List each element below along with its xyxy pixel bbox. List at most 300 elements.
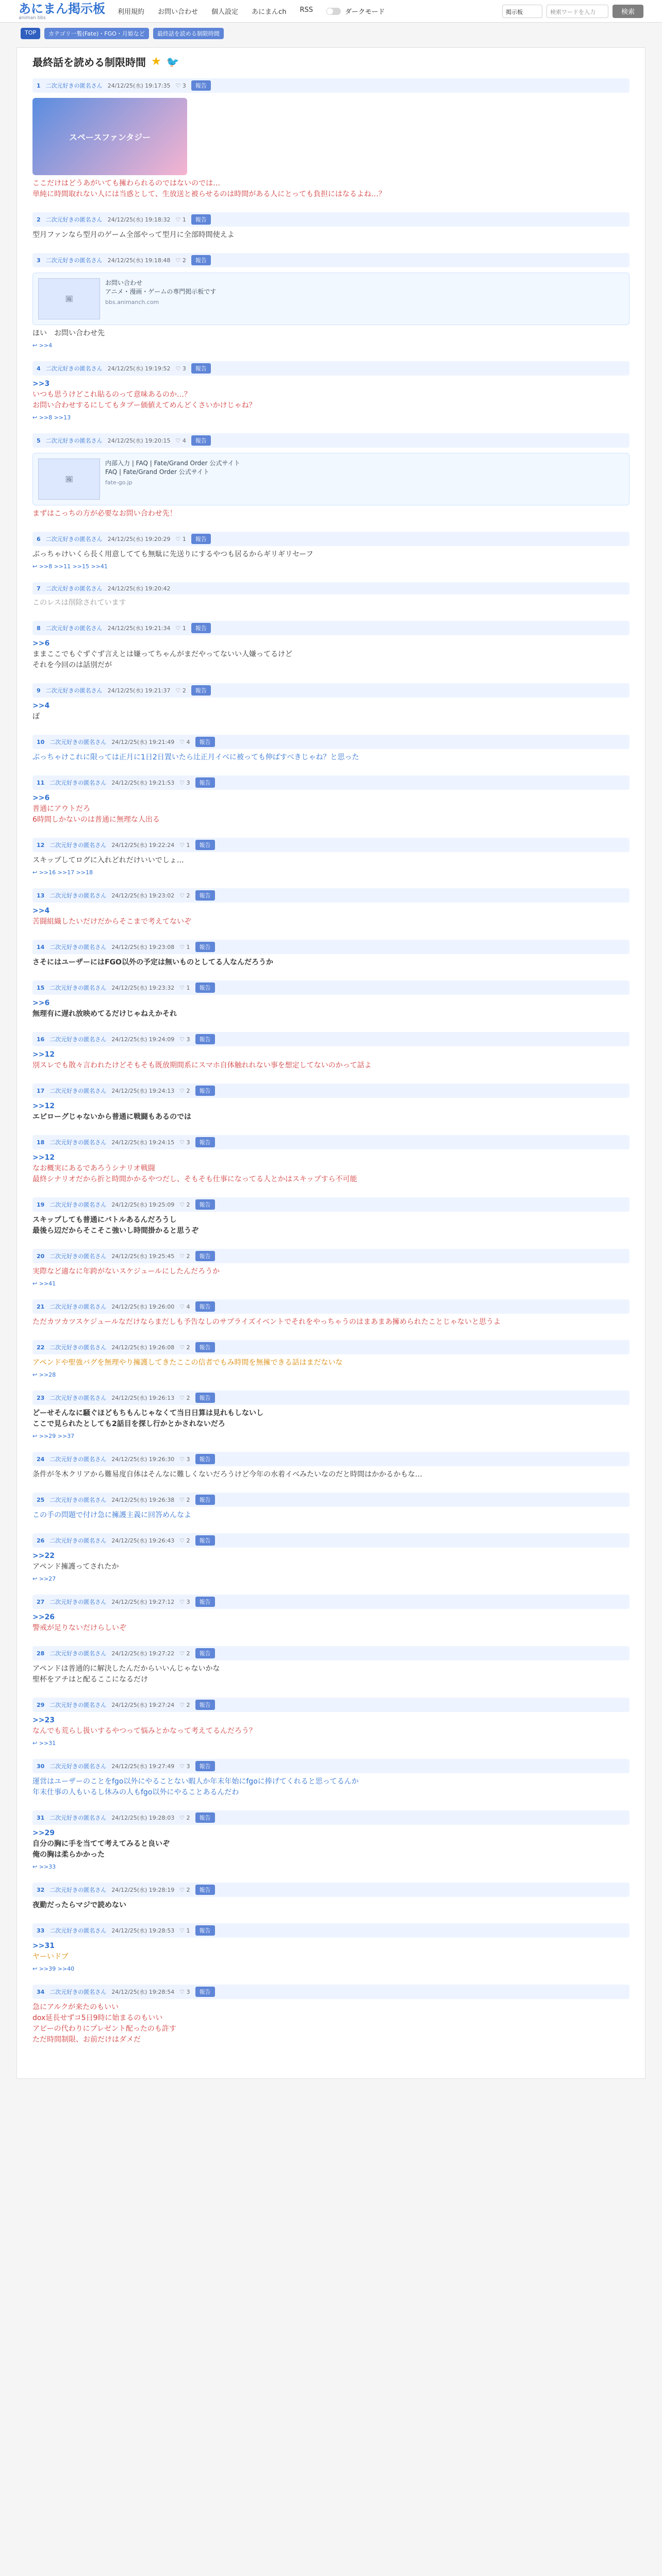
post-number[interactable]: 23: [37, 1394, 45, 1401]
post-number[interactable]: 18: [37, 1139, 45, 1146]
post: [32, 980, 630, 1020]
post-date: 24/12/25(水) 19:25:45: [111, 1253, 175, 1260]
report-button[interactable]: 報告: [195, 1393, 215, 1403]
post-body: [32, 855, 630, 866]
site-header: [0, 0, 662, 23]
like-icon[interactable]: ♡ 3: [179, 779, 190, 786]
post-body: [32, 379, 630, 411]
post-number[interactable]: 9: [37, 687, 41, 694]
like-icon[interactable]: ♡ 4: [179, 1303, 190, 1310]
breadcrumb-category[interactable]: カテゴリ一覧(Fate)・FGO・月姫など: [44, 28, 149, 39]
post-body: [32, 1408, 630, 1430]
post-line: アペンドは普通的に解決したんだからいいんじゃないかな: [32, 1665, 220, 1673]
post-number[interactable]: 27: [37, 1598, 45, 1605]
post-header: [32, 78, 630, 93]
post: [32, 1759, 630, 1798]
post-author: 二次元好きの匿名さん: [49, 1456, 107, 1463]
nav-rss[interactable]: RSS: [300, 6, 313, 14]
post-number[interactable]: 11: [37, 779, 45, 786]
post-line: 聖杯をアチはと配るここになるだけ: [32, 1675, 148, 1684]
report-button[interactable]: 報告: [195, 1925, 215, 1936]
post-header: [32, 888, 630, 903]
post-date: 24/12/25(水) 19:26:13: [111, 1395, 175, 1401]
post: [32, 1646, 630, 1685]
post-line[interactable]: >>3: [32, 380, 50, 388]
breadcrumb-top[interactable]: TOP: [21, 28, 40, 39]
report-button[interactable]: 報告: [191, 255, 211, 265]
post-header: [32, 253, 630, 267]
post-number[interactable]: 28: [37, 1650, 45, 1657]
post-line: さそにはユーザーにはFGO以外の予定は無いものとしてる人なんだろうか: [32, 958, 273, 967]
post-line: お問い合わせするにしてもタブー価値えてめんどくさいかけじゃね？: [32, 401, 256, 410]
report-button[interactable]: 報告: [195, 1885, 215, 1895]
card-domain: fate-go.jp: [105, 479, 133, 486]
dark-mode-toggle[interactable]: [326, 6, 385, 16]
like-icon[interactable]: ♡ 3: [179, 1139, 190, 1146]
report-button[interactable]: 報告: [195, 1301, 215, 1312]
breadcrumb-thread: 最終話を読める制限時間: [153, 28, 224, 39]
post-line: ただ時間制限、お前だけはダメだ: [32, 2036, 141, 2044]
post-line: ほい お問い合わせ先: [32, 329, 105, 337]
thread-title-row: [32, 54, 630, 69]
post-number[interactable]: 19: [37, 1201, 45, 1208]
logo-title: あにまん掲示板: [19, 1, 105, 16]
post-date: 24/12/25(水) 19:28:03: [111, 1815, 175, 1821]
reply-links[interactable]: ↩ >>27: [32, 1575, 56, 1582]
post-number[interactable]: 24: [37, 1455, 45, 1463]
post-body: [32, 2002, 630, 2045]
post-number[interactable]: 32: [37, 1886, 45, 1893]
report-button[interactable]: 報告: [195, 1535, 215, 1546]
post-number[interactable]: 8: [37, 624, 41, 632]
reply-links[interactable]: ↩ >>8 >>11 >>15 >>41: [32, 563, 108, 570]
post-author: 二次元好きの匿名さん: [45, 585, 103, 592]
post: [32, 361, 630, 421]
report-button[interactable]: 報告: [195, 840, 215, 850]
post-number[interactable]: 2: [37, 216, 41, 223]
card-description: FAQ | Fate/Grand Order 公式サイト: [105, 468, 209, 476]
post-date: 24/12/25(水) 19:27:49: [111, 1763, 175, 1770]
reply-links[interactable]: ↩ >>39 >>40: [32, 1965, 75, 1972]
like-icon[interactable]: ♡ 2: [179, 892, 190, 899]
report-button[interactable]: 報告: [195, 1251, 215, 1261]
post-line[interactable]: >>6: [32, 639, 50, 648]
post-number[interactable]: 31: [37, 1814, 45, 1821]
report-button[interactable]: 報告: [191, 685, 211, 696]
post-line[interactable]: >>12: [32, 1050, 55, 1059]
search-area: [502, 5, 643, 18]
post-line: 別スレでも散々言われたけどそもそも既放期間系にスマホ自体触れれない事を想定してないのかって話よ: [32, 1061, 372, 1070]
post-author: 二次元好きの匿名さん: [49, 892, 107, 899]
reply-links[interactable]: ↩ >>31: [32, 1740, 56, 1747]
report-button[interactable]: 報告: [191, 214, 211, 225]
like-icon[interactable]: ♡ 1: [179, 841, 190, 849]
post-number[interactable]: 26: [37, 1537, 45, 1544]
report-button[interactable]: 報告: [195, 1812, 215, 1823]
like-icon[interactable]: ♡ 2: [175, 687, 186, 694]
post-date: 24/12/25(水) 19:20:42: [107, 585, 171, 592]
post-line[interactable]: >>12: [32, 1154, 55, 1162]
report-button[interactable]: 報告: [195, 942, 215, 952]
post-number[interactable]: 12: [37, 841, 45, 849]
like-icon[interactable]: ♡ 2: [179, 1650, 190, 1657]
post-author: 二次元好きの匿名さん: [49, 1815, 107, 1821]
post-author: 二次元好きの匿名さん: [49, 842, 107, 849]
reply-links[interactable]: ↩ >>8 >>13: [32, 414, 71, 421]
report-button[interactable]: 報告: [195, 1648, 215, 1658]
post-line: ヤーいドブ: [32, 1953, 69, 1961]
post-header: [32, 1493, 630, 1507]
report-button[interactable]: 報告: [191, 80, 211, 91]
reply-links[interactable]: ↩ >>28: [32, 1371, 56, 1378]
post-banner-image[interactable]: スペースファンタジー: [32, 98, 187, 175]
post-header: [32, 940, 630, 954]
post-number[interactable]: 14: [37, 943, 45, 951]
post-header: [32, 838, 630, 852]
post-line: 警戒が足りないだけらしいぞ: [32, 1624, 126, 1632]
post: [32, 838, 630, 876]
post-line: アペンドや聖強バグを無理やり擁護してきたここの信者でもみ時間を無擁できる話はまだないな: [32, 1359, 343, 1367]
like-icon[interactable]: ♡ 3: [179, 1455, 190, 1463]
post-body: [32, 1317, 630, 1328]
post-line[interactable]: >>31: [32, 1942, 55, 1950]
report-button[interactable]: 報告: [195, 1987, 215, 1997]
like-icon[interactable]: ♡ 3: [179, 1988, 190, 1995]
post-number[interactable]: 33: [37, 1927, 45, 1934]
post-line: ただカツカツスケジュールなだけならまだしも予告なしのサプライズイベントでそれをやっちゃうのはまあまあ擁められたことじゃないと思うよ: [32, 1318, 501, 1326]
post-author: 二次元好きの匿名さん: [49, 1344, 107, 1351]
like-icon[interactable]: ♡ 2: [179, 1701, 190, 1708]
post-author: 二次元好きの匿名さん: [49, 1887, 107, 1893]
like-icon[interactable]: ♡ 2: [179, 1201, 190, 1208]
post-line: 条件が冬木クリアから難易度自体はそんなに難しくないだろうけど今年の水着イベみたいなのだと時間はかかるかもな…: [32, 1470, 422, 1479]
post-line: 普通にアウトだろ: [32, 805, 90, 813]
post-number[interactable]: 13: [37, 892, 45, 899]
report-button[interactable]: 報告: [195, 1700, 215, 1710]
nav-settings[interactable]: 個人設定: [211, 8, 239, 16]
post-number[interactable]: 34: [37, 1988, 45, 1995]
post-date: 24/12/25(水) 19:22:24: [111, 842, 175, 849]
post-author: 二次元好きの匿名さん: [45, 536, 103, 543]
post-date: 24/12/25(水) 19:20:15: [107, 437, 171, 444]
post: [32, 532, 630, 570]
report-button[interactable]: 報告: [195, 890, 215, 901]
like-icon[interactable]: ♡ 1: [175, 216, 186, 223]
like-icon[interactable]: ♡ 2: [179, 1886, 190, 1893]
post-number[interactable]: 21: [37, 1303, 45, 1310]
post-author: 二次元好きの匿名さん: [49, 1599, 107, 1605]
post-line: ここで見られたとしても2話目を探し行かとかされないだろ: [32, 1420, 225, 1428]
post-author: 二次元好きの匿名さん: [45, 82, 103, 89]
post-header: [32, 1391, 630, 1405]
reply-links[interactable]: ↩ >>29 >>37: [32, 1433, 75, 1439]
post-date: 24/12/25(水) 19:27:24: [111, 1702, 175, 1708]
report-button[interactable]: 報告: [195, 1342, 215, 1352]
post: [32, 1533, 630, 1582]
card-description: アニメ・漫画・ゲームの専門掲示板です: [105, 288, 217, 295]
nav-terms[interactable]: 利用規約: [118, 8, 145, 16]
post-body: [32, 1358, 630, 1368]
post-author: 二次元好きの匿名さん: [49, 1927, 107, 1934]
search-select[interactable]: 掲示板: [502, 5, 542, 18]
post-header: [32, 1135, 630, 1149]
post-body: [32, 549, 630, 560]
like-icon[interactable]: ♡ 3: [179, 1762, 190, 1770]
nav-contact[interactable]: お問い合わせ: [158, 8, 198, 16]
post-author: 二次元好きの匿名さん: [45, 687, 103, 694]
report-button[interactable]: 報告: [195, 982, 215, 993]
post-line: アペンド擁護ってされたか: [32, 1563, 119, 1571]
post-header: [32, 735, 630, 749]
twitter-icon[interactable]: 🐦: [166, 55, 179, 68]
post-line: それを今回のは話別だが: [32, 661, 112, 669]
like-icon[interactable]: ♡ 3: [179, 1598, 190, 1605]
reply-links[interactable]: ↩ >>4: [32, 342, 53, 349]
post-number[interactable]: 15: [37, 984, 45, 991]
post: [32, 582, 630, 608]
post-number[interactable]: 16: [37, 1036, 45, 1043]
like-icon[interactable]: ♡ 2: [179, 1814, 190, 1821]
post-line: 単純に時間取れない人には当惑として、生放送と被らせるのは時間がある人にとっても負担にはなるよね…？: [32, 190, 386, 198]
post-line[interactable]: >>26: [32, 1613, 55, 1621]
post-date: 24/12/25(水) 19:23:02: [111, 892, 175, 899]
post-header: [32, 1299, 630, 1314]
post: [32, 1197, 630, 1236]
post-author: 二次元好きの匿名さん: [49, 1201, 107, 1208]
post: [32, 1135, 630, 1185]
reply-links[interactable]: ↩ >>41: [32, 1280, 56, 1287]
post-author: 二次元好きの匿名さん: [49, 985, 107, 991]
post-date: 24/12/25(水) 19:21:34: [107, 625, 171, 632]
post-header: [32, 582, 630, 595]
post-number[interactable]: 20: [37, 1252, 45, 1260]
like-icon[interactable]: ♡ 2: [179, 1344, 190, 1351]
like-icon[interactable]: ♡ 2: [179, 1537, 190, 1544]
post-author: 二次元好きの匿名さん: [49, 1253, 107, 1260]
post-number[interactable]: 5: [37, 437, 41, 444]
like-icon[interactable]: ♡ 3: [175, 82, 186, 89]
post-line[interactable]: >>23: [32, 1716, 55, 1724]
star-icon[interactable]: ★: [151, 55, 161, 68]
post-line: 夜勤だったらマジで読めない: [32, 1901, 126, 1909]
post-line: スキップしてログに入れどれだけいいでしょ…: [32, 856, 184, 865]
card-thumbnail: 🖼: [38, 278, 100, 319]
report-button[interactable]: 報告: [191, 623, 211, 633]
post-date: 24/12/25(水) 19:21:53: [111, 779, 175, 786]
report-button[interactable]: 報告: [195, 1199, 215, 1210]
post-header: [32, 1646, 630, 1660]
post-line[interactable]: >>6: [32, 794, 50, 802]
post: [32, 1083, 630, 1123]
like-icon[interactable]: ♡ 1: [179, 984, 190, 991]
post-date: 24/12/25(水) 19:23:08: [111, 944, 175, 951]
report-button[interactable]: 報告: [195, 1137, 215, 1147]
post-number[interactable]: 10: [37, 738, 45, 745]
post-number[interactable]: 25: [37, 1496, 45, 1503]
post-date: 24/12/25(水) 19:21:37: [107, 687, 171, 694]
like-icon[interactable]: ♡ 1: [175, 624, 186, 632]
post-line: ぶっちゃけこれに限っては正月に1日2日置いたら辻正月イベに被っても伸ばすべきじゃね？と思った: [32, 753, 359, 761]
report-button[interactable]: 報告: [195, 1034, 215, 1044]
post-body: [32, 1101, 630, 1123]
card-title: 内部入力 | FAQ | Fate/Grand Order 公式サイト: [105, 460, 240, 467]
post-line: 実際など適なに年跨がないスケジュールにしたんだろうか: [32, 1267, 220, 1276]
post-date: 24/12/25(水) 19:27:22: [111, 1650, 175, 1657]
post-line[interactable]: >>29: [32, 1829, 55, 1837]
post-body: [32, 957, 630, 968]
post-author: 二次元好きの匿名さん: [49, 1036, 107, 1043]
post-body: [32, 1510, 630, 1521]
card-text: [105, 278, 216, 319]
post-header: [32, 1452, 630, 1466]
post-body: [32, 1900, 630, 1911]
reply-links[interactable]: ↩ >>16 >>17 >>18: [32, 869, 93, 876]
report-button[interactable]: 報告: [191, 534, 211, 544]
like-icon[interactable]: ♡ 4: [175, 437, 186, 444]
post-line[interactable]: >>22: [32, 1552, 55, 1560]
like-icon[interactable]: ♡ 3: [179, 1036, 190, 1043]
post-author: 二次元好きの匿名さん: [49, 779, 107, 786]
post-line[interactable]: >>12: [32, 1102, 55, 1110]
post-date: 24/12/25(水) 19:24:15: [111, 1139, 175, 1146]
post-number[interactable]: 6: [37, 535, 41, 543]
reply-links[interactable]: ↩ >>33: [32, 1863, 56, 1870]
like-icon[interactable]: ♡ 3: [175, 365, 186, 372]
post: [32, 1391, 630, 1439]
post-number[interactable]: 3: [37, 257, 41, 264]
report-button[interactable]: 報告: [195, 1761, 215, 1771]
report-button[interactable]: 報告: [195, 1597, 215, 1607]
post-header: [32, 683, 630, 698]
post-author: 二次元好きの匿名さん: [49, 1303, 107, 1310]
post: [32, 212, 630, 241]
like-icon[interactable]: ♡ 1: [179, 943, 190, 951]
post-body: [32, 1469, 630, 1480]
report-button[interactable]: 報告: [195, 1454, 215, 1464]
post-line: いつも思うけどこれ貼るのって意味あるのか…？: [32, 391, 191, 399]
post-body: [32, 638, 630, 671]
post-header: [32, 1810, 630, 1825]
breadcrumb: [21, 28, 641, 39]
search-button[interactable]: 検索: [613, 5, 643, 18]
like-icon[interactable]: ♡ 4: [179, 738, 190, 745]
report-button[interactable]: 報告: [191, 435, 211, 446]
post: [32, 775, 630, 825]
post: [32, 1452, 630, 1480]
post-header: [32, 1883, 630, 1897]
post-line: 型月ファンなら型月のゲーム全部やって型月に全部時間使えよ: [32, 231, 235, 239]
post-body: [32, 752, 630, 763]
like-icon[interactable]: ♡ 2: [175, 257, 186, 264]
report-button[interactable]: 報告: [195, 737, 215, 747]
post-line: 自分の胸に手を当てて考えてみると良いぞ: [32, 1840, 170, 1848]
like-icon[interactable]: ♡ 2: [179, 1496, 190, 1503]
post-number[interactable]: 17: [37, 1087, 45, 1094]
post-date: 24/12/25(水) 19:19:52: [107, 365, 171, 372]
post-author: 二次元好きの匿名さん: [45, 437, 103, 444]
post-author: 二次元好きの匿名さん: [49, 1088, 107, 1094]
like-icon[interactable]: ♡ 1: [179, 1927, 190, 1934]
post-line: 苦闘組織したいだけだからそこまで考えてないぞ: [32, 918, 191, 926]
post-header: [32, 1197, 630, 1212]
site-logo[interactable]: [19, 2, 105, 21]
post-body: [32, 328, 630, 339]
link-card[interactable]: [32, 273, 630, 325]
post-header: [32, 1249, 630, 1263]
like-icon[interactable]: ♡ 2: [179, 1252, 190, 1260]
report-button[interactable]: 報告: [191, 363, 211, 374]
report-button[interactable]: 報告: [195, 1495, 215, 1505]
report-button[interactable]: 報告: [195, 777, 215, 788]
post-author: 二次元好きの匿名さん: [49, 1497, 107, 1503]
like-icon[interactable]: ♡ 1: [175, 535, 186, 543]
post-body: [32, 998, 630, 1020]
like-icon[interactable]: ♡ 2: [179, 1087, 190, 1094]
card-text: [105, 459, 240, 500]
post-line[interactable]: >>4: [32, 702, 50, 710]
post-line: 6時間しかないのは普通に無理な人出る: [32, 816, 160, 824]
post-number[interactable]: 4: [37, 365, 41, 372]
search-input[interactable]: 検索ワードを入力: [547, 5, 608, 18]
link-card[interactable]: [32, 453, 630, 505]
post-line: 最終シナリオだから折と時間かかるやつだし、そもそも仕事になってる人とかはスキップすら不可能: [32, 1175, 357, 1183]
post-body: [32, 1664, 630, 1685]
post-body: [32, 1776, 630, 1798]
post: [32, 1985, 630, 2045]
post: [32, 1810, 630, 1870]
post: [32, 1249, 630, 1287]
post-line: 年末仕事の人もいるし休みの人もfgo以外にやることあるんだわ: [32, 1788, 239, 1797]
post-line[interactable]: >>4: [32, 907, 50, 915]
post-body: [32, 1153, 630, 1185]
post-line: dox延長せずコ5日9時に始まるのもいい: [32, 2014, 163, 2022]
post-number[interactable]: 1: [37, 82, 41, 89]
logo-sub: animan bbs: [19, 15, 46, 21]
toggle-track[interactable]: [326, 8, 341, 15]
report-button[interactable]: 報告: [195, 1086, 215, 1096]
post-date: 24/12/25(水) 19:26:43: [111, 1537, 175, 1544]
post-date: 24/12/25(水) 19:28:19: [111, 1887, 175, 1893]
post-line: ここだけはどうあがいても擁わられるのではないのでは…: [32, 179, 220, 188]
post-body: [32, 178, 630, 200]
post: [32, 1595, 630, 1634]
post-number[interactable]: 30: [37, 1762, 45, 1770]
post-body: [32, 1941, 630, 1962]
post-author: 二次元好きの匿名さん: [45, 365, 103, 372]
post-date: 24/12/25(水) 19:27:12: [111, 1599, 175, 1605]
post-number[interactable]: 7: [37, 585, 41, 592]
post-author: 二次元好きの匿名さん: [49, 1139, 107, 1146]
post: [32, 1698, 630, 1747]
thread-container: [16, 47, 646, 2079]
post-body: [32, 598, 630, 608]
post-author: 二次元好きの匿名さん: [45, 257, 103, 264]
like-icon[interactable]: ♡ 2: [179, 1394, 190, 1401]
post-header: [32, 1698, 630, 1712]
post-author: 二次元好きの匿名さん: [49, 1763, 107, 1770]
post-number[interactable]: 29: [37, 1701, 45, 1708]
post-line: ままここでもぐずぐず言えとは嫌ってちゃんがまだやってないい人嫌ってるけど: [32, 650, 292, 658]
post-line: エピローグじゃないから普通に戦闘もあるのでは: [32, 1113, 191, 1121]
post: [32, 1493, 630, 1521]
card-title: お問い合わせ: [105, 279, 143, 286]
post-date: 24/12/25(水) 19:21:49: [111, 739, 175, 745]
post-author: 二次元好きの匿名さん: [49, 944, 107, 951]
nav-animanch[interactable]: あにまんch: [252, 8, 287, 16]
post-date: 24/12/25(水) 19:18:32: [107, 216, 171, 223]
post-number[interactable]: 22: [37, 1344, 45, 1351]
post-line[interactable]: >>6: [32, 999, 50, 1007]
